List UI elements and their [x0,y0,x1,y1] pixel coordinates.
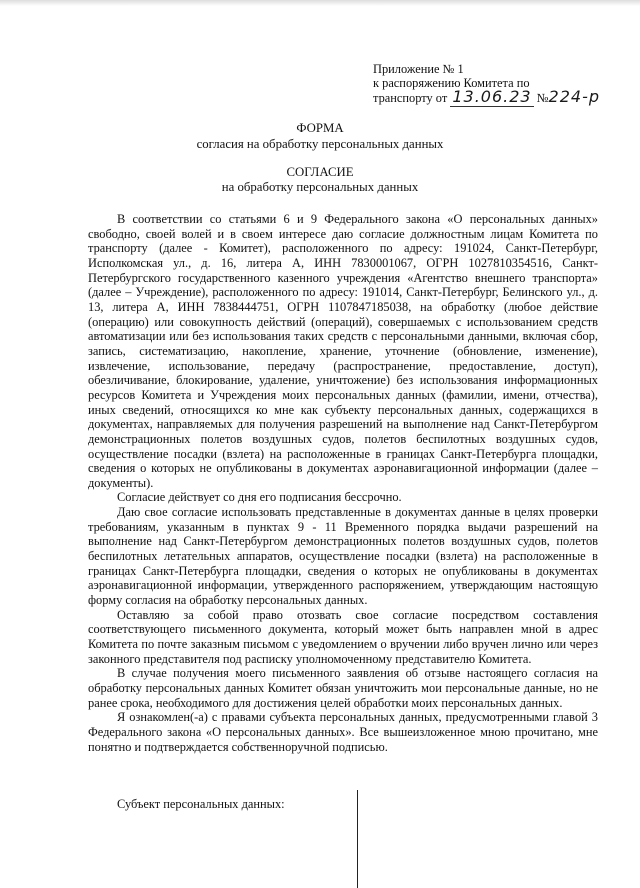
paragraph-destruction: В случае получения моего письменного заявления об отзыве настоящего согласия на обработку персональных данных Комитет обязан уничтожить мои персональные данные, но не ранее срока, необходимого для достижения целей обработки моих персональных данных. [88,666,598,710]
paragraph-validity: Согласие действует со дня его подписания бессрочно. [117,490,402,505]
form-title: ФОРМА [296,121,344,135]
paragraph-acknowledgement: Я ознакомлен(-а) с правами субъекта персональных данных, предусмотренными главой 3 Федерального закона «О персональных данных». Все вышеизложенное мною прочитано, мне понятно и подтверждается собственноручной подписью. [88,710,598,754]
signature-label: Субъект персональных данных: [117,797,285,811]
paragraph-purpose: Даю свое согласие использовать представленные в документах данные в целях проверки требованиям, указанным в пунктах 9 - 11 Временного порядка выдачи разрешений на выполнение над Санкт-Петербургом демонстрационных полетов воздушных судов, полетов беспилотных летательных аппаратов, осуществление посадки (взлета) на расположенные в границах Санкт-Петербурга площадки, сведения о которых не опубликованы в документах аэронавигационной информации, утвержденного распоряжением, утверждающим настоящую форму согласия на обработку персональных данных. [88,505,598,608]
consent-title: СОГЛАСИЕ [286,165,354,179]
consent-subtitle: на обработку персональных данных [221,180,419,194]
handwritten-number: 224-р [548,87,601,106]
appendix-date-line [373,87,623,106]
form-subtitle: согласия на обработку персональных данных [196,137,444,151]
appendix-date-prefix: транспорту от [373,91,448,105]
appendix-title: Приложение № 1 [373,62,464,76]
paragraph-withdrawal: Оставляю за собой право отозвать свое согласие посредством составления соответствующего письменного документа, который может быть направлен мной в адрес Комитета по почте заказным письмом с уведомлением о вручении либо вручен лично или через законного представителя под расписку уполномоченному представителю Комитета. [88,607,598,666]
handwritten-date: 13.06.23 [452,87,532,106]
number-sign: № [536,91,549,105]
paragraph-main: В соответствии со статьями 6 и 9 Федерального закона «О персональных данных» свободно, своей волей и в своем интересе даю согласие должностным лицам Комитета по транспорту (далее - Комитет), расположенного по адресу: 191024, Санкт-Петербург, Исполкомская ул., д. 16, литера А, ИНН 7830001067, ОГРН 1027810354516, Санкт-Петербургского государственного казенного учреждения «Агентство внешнего транспорта» (далее – Учреждение), расположенного по адресу: 191014, Санкт-Петербург, Белинского ул., д. 13, литера А, ИНН 7838444751, ОГРН 1107847185038, на обработку (любое действие (операцию) или совокупность действий (операций), совершаемых с использованием средств автоматизации или без использования таких средств с персональными данными, включая сбор, запись, систематизацию, накопление, хранение, уточнение (обновление, изменение), извлечение, использование, передачу (распространение, предоставление, доступ), обезличивание, блокирование, удаление, уничтожение) без использования информационных ресурсов Комитета и Учреждения моих персональных данных (фамилии, имени, отчества), иных сведений, относящихся ко мне как субъекту персональных данных, содержащихся в документах, направляемых для получения разрешений на выполнение над Санкт-Петербургом демонстрационных полетов воздушных судов, полетов беспилотных воздушных судов, осуществление посадки (взлета) на расположенные в границах Санкт-Петербурга площадки, сведения о которых не опубликованы в документах аэронавигационной информации (далее – документы). [88,212,598,490]
appendix-reference: к распоряжению Комитета по [373,76,530,90]
consent-body [88,212,598,754]
scan-edge [0,0,640,6]
signature-divider [357,790,358,888]
appendix-block [373,62,623,105]
